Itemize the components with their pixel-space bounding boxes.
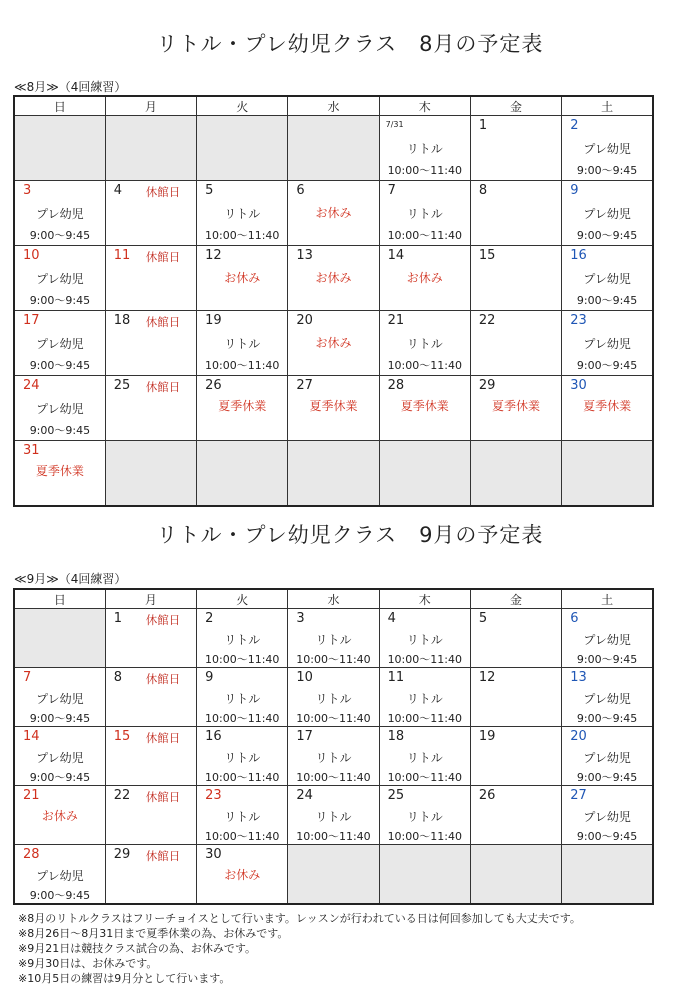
- empty-day-cell: [562, 845, 653, 905]
- day-cell: [105, 181, 196, 246]
- empty-day-cell: [197, 441, 288, 507]
- class-label: プレ幼児: [583, 272, 631, 286]
- weekday-header: 金: [470, 96, 561, 116]
- day-cell: [288, 668, 379, 727]
- day-number: 13: [570, 670, 587, 685]
- day-number: 5: [205, 183, 214, 198]
- closed-day-label: 休館日: [145, 790, 181, 804]
- class-time: 9:00～9:45: [29, 771, 91, 784]
- day-cell: [105, 668, 196, 727]
- day-number: 2: [570, 118, 579, 133]
- day-cell: [470, 376, 561, 441]
- day-cell: [470, 609, 561, 668]
- day-cell: [197, 668, 288, 727]
- day-cell: [14, 668, 105, 727]
- closed-day-label: 休館日: [145, 250, 181, 264]
- status-label: お休み: [315, 336, 352, 350]
- august-calendar: [13, 95, 654, 507]
- day-number: 9: [570, 183, 579, 198]
- day-number: 22: [113, 788, 131, 803]
- day-cell: [562, 786, 653, 845]
- class-label: プレ幼児: [583, 692, 631, 706]
- class-label: プレ幼児: [583, 751, 631, 765]
- day-number: 7: [23, 670, 32, 685]
- day-cell: [197, 727, 288, 786]
- class-time: 9:00～9:45: [576, 359, 638, 372]
- day-cell: [562, 181, 653, 246]
- day-cell: [105, 786, 196, 845]
- day-number: 6: [570, 611, 579, 626]
- day-number: 11: [387, 670, 405, 685]
- class-label: リトル: [224, 810, 261, 824]
- empty-day-cell: [14, 609, 105, 668]
- class-time: 9:00～9:45: [29, 294, 91, 307]
- august-title: リトル・プレ幼児クラス 8月の予定表: [156, 32, 544, 56]
- day-number: 12: [205, 248, 222, 263]
- day-cell: [562, 246, 653, 311]
- day-number: 19: [478, 729, 496, 744]
- week-row: [14, 116, 653, 181]
- day-cell: [379, 727, 470, 786]
- day-cell: [197, 181, 288, 246]
- day-number: 3: [23, 183, 32, 198]
- status-label: お休み: [224, 868, 261, 882]
- footnote: ※8月のリトルクラスはフリーチョイスとして行います。レッスンが行われている日は何回参加しても大丈夫です。: [18, 912, 581, 925]
- class-time: 9:00～9:45: [576, 771, 638, 784]
- day-number: 14: [387, 248, 405, 263]
- footnote: ※8月26日～8月31日まで夏季休業の為、お休みです。: [18, 927, 289, 940]
- class-label: リトル: [315, 692, 352, 706]
- day-number: 18: [113, 313, 131, 328]
- day-number: 3: [296, 611, 305, 626]
- day-number: 14: [23, 729, 40, 744]
- day-number: 25: [113, 378, 131, 393]
- class-time: 9:00～9:45: [576, 712, 638, 725]
- day-cell: [562, 668, 653, 727]
- class-label: リトル: [406, 142, 443, 156]
- weekday-header: 月: [105, 589, 196, 609]
- day-number: 30: [205, 847, 222, 862]
- day-cell: [105, 845, 196, 905]
- class-time: 9:00～9:45: [29, 424, 91, 437]
- class-time: 10:00～11:40: [205, 771, 280, 784]
- class-label: リトル: [315, 751, 352, 765]
- day-number: 30: [570, 378, 587, 393]
- class-time: 10:00～11:40: [387, 771, 462, 784]
- class-time: 10:00～11:40: [296, 653, 371, 666]
- empty-day-cell: [105, 116, 196, 181]
- day-number: 4: [387, 611, 396, 626]
- day-cell: [14, 727, 105, 786]
- day-cell: [470, 668, 561, 727]
- class-time: 9:00～9:45: [576, 229, 638, 242]
- closed-day-label: 休館日: [145, 731, 181, 745]
- class-label: プレ幼児: [36, 337, 84, 351]
- day-number: 5: [478, 611, 488, 626]
- day-number: 24: [296, 788, 313, 803]
- class-time: 9:00～9:45: [29, 712, 91, 725]
- day-cell: [470, 116, 561, 181]
- closed-day-label: 休館日: [145, 672, 181, 686]
- class-label: リトル: [406, 810, 443, 824]
- class-label: リトル: [406, 337, 443, 351]
- day-cell: [197, 845, 288, 905]
- day-number: 24: [23, 378, 40, 393]
- day-number: 18: [387, 729, 405, 744]
- class-label: リトル: [315, 633, 352, 647]
- day-number: 23: [205, 788, 222, 803]
- day-number: 8: [478, 183, 488, 198]
- class-time: 10:00～11:40: [387, 164, 462, 177]
- class-time: 9:00～9:45: [29, 359, 91, 372]
- day-cell: [379, 181, 470, 246]
- empty-day-cell: [470, 845, 561, 905]
- day-cell: [14, 845, 105, 905]
- day-number: 20: [296, 313, 313, 328]
- day-number: 27: [296, 378, 313, 393]
- weekday-header: 水: [288, 96, 379, 116]
- day-cell: [288, 727, 379, 786]
- day-cell: [105, 727, 196, 786]
- empty-day-cell: [562, 441, 653, 507]
- day-cell: [470, 786, 561, 845]
- empty-day-cell: [197, 116, 288, 181]
- day-cell: [105, 376, 196, 441]
- footnotes: [18, 911, 581, 986]
- day-number: 21: [23, 788, 40, 803]
- day-number: 23: [570, 313, 587, 328]
- day-number: 4: [113, 183, 123, 198]
- class-label: リトル: [224, 207, 261, 221]
- day-cell: [470, 246, 561, 311]
- class-label: リトル: [315, 810, 352, 824]
- footnote: ※9月21日は競技クラス試合の為、お休みです。: [18, 942, 257, 955]
- weekday-header: 日: [14, 589, 105, 609]
- day-cell: [288, 786, 379, 845]
- closed-day-label: 休館日: [145, 315, 181, 329]
- week-row: [14, 727, 653, 786]
- day-cell: [197, 311, 288, 376]
- class-time: 10:00～11:40: [205, 229, 280, 242]
- day-number: 1: [478, 118, 488, 133]
- day-cell: [14, 311, 105, 376]
- day-number: 10: [296, 670, 313, 685]
- weekday-header: 火: [197, 96, 288, 116]
- day-number: 7/31: [385, 120, 404, 129]
- weekday-header: 木: [379, 96, 470, 116]
- day-cell: [14, 786, 105, 845]
- day-number: 1: [113, 611, 123, 626]
- day-cell: [562, 376, 653, 441]
- day-number: 9: [205, 670, 214, 685]
- day-cell: [379, 311, 470, 376]
- day-cell: [379, 786, 470, 845]
- class-time: 9:00～9:45: [576, 164, 638, 177]
- day-number: 17: [296, 729, 313, 744]
- day-cell: [562, 609, 653, 668]
- weekday-header: 日: [14, 96, 105, 116]
- day-cell: [105, 311, 196, 376]
- day-cell: [288, 246, 379, 311]
- class-label: リトル: [224, 692, 261, 706]
- empty-day-cell: [379, 441, 470, 507]
- day-cell: [105, 246, 196, 311]
- week-row: [14, 609, 653, 668]
- weekday-header: 火: [197, 589, 288, 609]
- class-label: リトル: [224, 633, 261, 647]
- day-number: 17: [23, 313, 40, 328]
- class-time: 10:00～11:40: [296, 712, 371, 725]
- day-number: 29: [113, 847, 131, 862]
- class-time: 9:00～9:45: [29, 229, 91, 242]
- weekday-header: 月: [105, 96, 196, 116]
- class-time: 10:00～11:40: [387, 712, 462, 725]
- day-cell: [288, 376, 379, 441]
- day-number: 6: [296, 183, 305, 198]
- weekday-header: 土: [562, 589, 653, 609]
- day-cell: [105, 609, 196, 668]
- week-row: [14, 376, 653, 441]
- day-number: 16: [570, 248, 587, 263]
- class-time: 10:00～11:40: [205, 830, 280, 843]
- class-label: プレ幼児: [583, 337, 631, 351]
- day-number: 16: [205, 729, 222, 744]
- closed-day-label: 休館日: [145, 849, 181, 863]
- day-cell: [288, 311, 379, 376]
- class-time: 10:00～11:40: [205, 653, 280, 666]
- day-number: 27: [570, 788, 587, 803]
- status-label: お休み: [224, 271, 261, 285]
- weekday-header-row: [14, 589, 653, 609]
- empty-day-cell: [288, 116, 379, 181]
- status-label: 夏季休業: [492, 399, 541, 413]
- class-time: 10:00～11:40: [387, 229, 462, 242]
- class-label: プレ幼児: [583, 810, 631, 824]
- day-number: 21: [387, 313, 405, 328]
- footnote: ※9月30日は、お休みです。: [18, 957, 158, 970]
- empty-day-cell: [105, 441, 196, 507]
- august-subtitle: ≪8月≫（4回練習）: [14, 80, 127, 94]
- class-time: 10:00～11:40: [205, 359, 280, 372]
- class-time: 10:00～11:40: [387, 359, 462, 372]
- day-number: 8: [113, 670, 123, 685]
- class-label: プレ幼児: [36, 207, 84, 221]
- day-number: 19: [205, 313, 222, 328]
- day-number: 29: [478, 378, 496, 393]
- day-cell: [14, 376, 105, 441]
- status-label: 夏季休業: [583, 399, 632, 413]
- class-time: 9:00～9:45: [576, 653, 638, 666]
- day-number: 10: [23, 248, 40, 263]
- day-cell: [379, 668, 470, 727]
- weekday-header: 木: [379, 589, 470, 609]
- day-number: 31: [23, 443, 40, 458]
- closed-day-label: 休館日: [145, 380, 181, 394]
- status-label: 夏季休業: [400, 399, 449, 413]
- empty-day-cell: [379, 845, 470, 905]
- day-number: 11: [113, 248, 131, 263]
- day-cell: [288, 609, 379, 668]
- status-label: お休み: [41, 809, 78, 823]
- class-label: リトル: [406, 207, 443, 221]
- day-cell: [470, 727, 561, 786]
- class-time: 9:00～9:45: [29, 889, 91, 902]
- class-label: プレ幼児: [36, 869, 84, 883]
- day-number: 25: [387, 788, 405, 803]
- footnote: ※10月5日の練習は9月分として行います。: [18, 972, 231, 985]
- class-label: プレ幼児: [36, 692, 84, 706]
- class-label: リトル: [406, 692, 443, 706]
- status-label: お休み: [315, 271, 352, 285]
- day-cell: [562, 311, 653, 376]
- day-cell: [197, 246, 288, 311]
- class-time: 10:00～11:40: [296, 771, 371, 784]
- day-number: 7: [387, 183, 396, 198]
- class-label: プレ幼児: [36, 272, 84, 286]
- class-time: 10:00～11:40: [387, 653, 462, 666]
- status-label: お休み: [315, 206, 352, 220]
- day-number: 22: [478, 313, 496, 328]
- weekday-header-row: [14, 96, 653, 116]
- empty-day-cell: [14, 116, 105, 181]
- empty-day-cell: [288, 845, 379, 905]
- weekday-header: 土: [562, 96, 653, 116]
- day-number: 26: [205, 378, 222, 393]
- status-label: 夏季休業: [218, 399, 267, 413]
- day-cell: [379, 116, 470, 181]
- class-label: リトル: [224, 337, 261, 351]
- week-row: [14, 845, 653, 905]
- day-cell: [470, 181, 561, 246]
- day-cell: [470, 311, 561, 376]
- class-label: リトル: [406, 633, 443, 647]
- week-row: [14, 668, 653, 727]
- day-cell: [197, 609, 288, 668]
- day-cell: [14, 441, 105, 507]
- day-cell: [562, 116, 653, 181]
- day-cell: [562, 727, 653, 786]
- class-label: リトル: [406, 751, 443, 765]
- class-label: プレ幼児: [583, 142, 631, 156]
- closed-day-label: 休館日: [145, 185, 181, 199]
- empty-day-cell: [288, 441, 379, 507]
- class-time: 9:00～9:45: [576, 294, 638, 307]
- status-label: 夏季休業: [309, 399, 358, 413]
- week-row: [14, 441, 653, 507]
- class-time: 10:00～11:40: [387, 830, 462, 843]
- day-number: 13: [296, 248, 313, 263]
- week-row: [14, 181, 653, 246]
- day-cell: [379, 376, 470, 441]
- status-label: 夏季休業: [35, 464, 84, 478]
- week-row: [14, 786, 653, 845]
- day-cell: [14, 246, 105, 311]
- class-label: プレ幼児: [36, 751, 84, 765]
- day-number: 12: [478, 670, 496, 685]
- weekday-header: 金: [470, 589, 561, 609]
- closed-day-label: 休館日: [145, 613, 181, 627]
- day-cell: [197, 786, 288, 845]
- class-label: プレ幼児: [36, 402, 84, 416]
- september-subtitle: ≪9月≫（4回練習）: [14, 572, 127, 586]
- day-number: 28: [387, 378, 405, 393]
- day-number: 20: [570, 729, 587, 744]
- september-title: リトル・プレ幼児クラス 9月の予定表: [156, 523, 544, 547]
- day-number: 15: [478, 248, 496, 263]
- day-number: 28: [23, 847, 40, 862]
- class-label: リトル: [224, 751, 261, 765]
- day-cell: [288, 181, 379, 246]
- day-number: 15: [113, 729, 131, 744]
- day-cell: [379, 246, 470, 311]
- september-calendar: [13, 588, 654, 905]
- status-label: お休み: [406, 271, 443, 285]
- day-cell: [379, 609, 470, 668]
- empty-day-cell: [470, 441, 561, 507]
- week-row: [14, 246, 653, 311]
- class-label: プレ幼児: [583, 633, 631, 647]
- class-time: 9:00～9:45: [576, 830, 638, 843]
- day-number: 2: [205, 611, 214, 626]
- class-time: 10:00～11:40: [296, 830, 371, 843]
- weekday-header: 水: [288, 589, 379, 609]
- class-time: 10:00～11:40: [205, 712, 280, 725]
- week-row: [14, 311, 653, 376]
- day-cell: [14, 181, 105, 246]
- day-cell: [197, 376, 288, 441]
- day-number: 26: [478, 788, 496, 803]
- class-label: プレ幼児: [583, 207, 631, 221]
